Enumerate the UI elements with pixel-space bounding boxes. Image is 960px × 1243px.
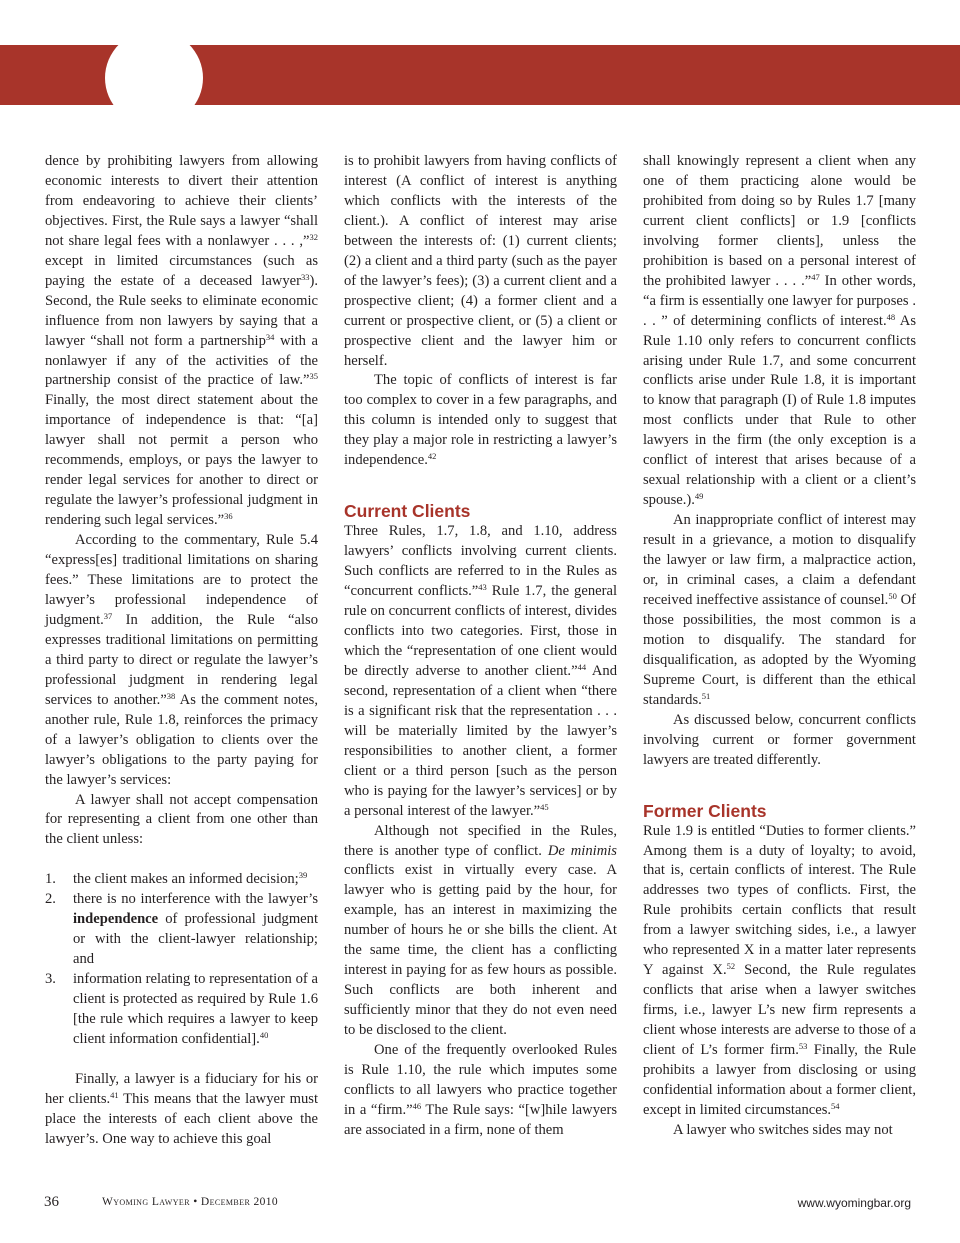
list-item: 2. there is no interference with the lawyer’s independence of professional judgment or with the client-lawyer relationship; and <box>45 891 318 968</box>
paragraph: dence by prohibiting lawyers from allowing economic interests to divert their attention from endeavoring to achieve their clients’ objectives. First, the Rule says a lawyer “shall not share legal fees with a nonlawyer . . . ,”$^{32}$ except in limited circumstances (such as paying the estate of a deceased lawyer$^{33}$). Second, the Rule seeks to eliminate economic influence from non lawyers by saying that a lawyer “shall not form a partnership$^{34}$ with a nonlawyer if any of the activities of the partnership consist of the practice of law.”$^{35}$ Finally, the most direct statement about the importance of independence is that: “[a] lawyer shall not permit a person who recommends, employs, or pays the lawyer to render legal services for another to direct or regulate the lawyer’s professional judgment in rendering such legal services.”$^{36}$ <box>45 153 318 529</box>
paragraph: Rule 1.9 is entitled “Duties to former clients.” Among them is a duty of loyalty; to avoid, that is, certain conflicts of interest. The Rule addresses two types of conflicts. First, the Rule prohibits certain conflicts that result from a lawyer switching sides, i.e., a lawyer who represented X in a matter later represents Y against X.$^{52}$ Second, the Rule regulates conflicts that arise when a lawyer switches firms, i.e., lawyer L’s new firm represents a client whose interests are adverse to those of a client of L’s former firm.$^{53}$ Finally, the Rule prohibits a lawyer from disclosing or using confidential information about a former client, except in limited circumstances.$^{54}$ <box>643 822 916 1118</box>
paragraph: An inappropriate conflict of interest may result in a grievance, a motion to disqualify the lawyer or law firm, a malpractice action, or, in criminal cases, a claim a defendant received ineffective assistance of counsel.$^{50}$ Of those possibilities, the most common is a motion to disqualify. The standard for disqualification, as adopted by the Wyoming Supreme Court, is different than the ethical standards.$^{51}$ <box>643 512 916 708</box>
paragraph: Three Rules, 1.7, 1.8, and 1.10, address lawyers’ conflicts involving current clients. Such conflicts are referred to in the Rules as “concurrent conflicts.”$^{43}$ Rule 1.7, the general rule on concurrent conflicts of interest, divides conflicts into two categories. First, those in which the “representation of one client would be directly adverse to another client.”$^{44}$ And second, representation of a client when “there is a significant risk that the representation . . . will be materially limited by the lawyer’s responsibilities to another client, a former client or a third person [such as the person who is paying for the lawyer’s services] or by a personal interest of the lawyer.”$^{45}$ <box>344 523 617 819</box>
article-column-1 <box>45 152 318 1150</box>
paragraph: A lawyer who switches sides may not <box>673 1121 893 1138</box>
paragraph: As discussed below, concurrent conflicts involving current or former government lawyers are treated differently. <box>643 711 916 768</box>
page-number: 36 <box>44 1194 59 1210</box>
publication-title: Wyoming Lawyer • December 2010 <box>102 1196 279 1208</box>
paragraph: is to prohibit lawyers from having conflicts of interest (A conflict of interest is anything which conflicts with the interests of the client.). A conflict of interest may arise between the interests of: (1) current clients; (2) a client and a third party (such as the payer of the lawyer’s fees); (3) a current client and a prospective client; (4) a former client and a current or prospective client, or (5) a client or prospective client and the lawyer him or herself. <box>344 153 617 369</box>
header-band-notch <box>105 30 203 126</box>
paragraph: The topic of conflicts of interest is far too complex to cover in a few paragraphs, and this column is intended only to suggest that they play a major role in restricting a lawyer’s independence.$^{42}$ <box>344 372 617 469</box>
paragraph: Finally, a lawyer is a fiduciary for his or her clients.$^{41}$ This means that the lawyer must place the interests of each client above the lawyer’s. One way to achieve this goal <box>45 1070 319 1147</box>
article-column-2 <box>344 152 617 1141</box>
article-column-3 <box>643 152 916 1141</box>
website-url: www.wyomingbar.org <box>797 1196 911 1210</box>
list-item: 3. information relating to representation of a client is protected as required by Rule 1.6 [the rule which requires a lawyer to keep client information confidential].$^{40}$ <box>45 971 318 1047</box>
paragraph: Although not specified in the Rules, there is another type of conflict. De minimis conflicts exist in virtually every case. A lawyer who is getting paid by the hour, for example, has an interest in maximizing the number of hours he or she bills the client. At the same time, the client has a conflicting interest in paying for as few hours as possible. Such conflicts are both inherent and sufficiently minor that they do not even need to be disclosed to the client. <box>344 822 617 1039</box>
paragraph: According to the commentary, Rule 5.4 “express[es] traditional limitations on sharing fees.” These limitations are to protect the lawyer’s professional independence of judgment.$^{37}$ In addition, the Rule “also expresses traditional limitations on permitting a third party to direct or regulate the lawyer’s professional judgment in rendering legal services to another.”$^{38}$ As the comment notes, another rule, Rule 1.8, reinforces the primacy of a lawyer’s obligation to clients over the lawyer’s obligations to the party paying for the lawyer’s services: <box>45 532 318 788</box>
block-quote: A lawyer shall not accept compensation for representing a client from one other than the client unless: <box>45 791 318 848</box>
page-footer <box>0 1194 960 1216</box>
numbered-list <box>45 870 318 1050</box>
section-heading-former-clients: Former Clients <box>643 800 767 821</box>
paragraph: One of the frequently overlooked Rules is Rule 1.10, the rule which imputes some conflicts to all lawyers who practice together in a “firm.”$^{46}$ The Rule says: “[w]hile lawyers are associated in a firm, none of them <box>344 1042 618 1138</box>
paragraph: shall knowingly represent a client when any one of them practicing alone would be prohibited from doing so by Rules 1.7 [many current client conflicts] or 1.9 [conflicts involving former clients], unless the prohibition is based on a personal interest of the prohibited lawyer . . . .”$^{47}$ In other words, “a firm is essentially one lawyer for purposes . . . ” of determining conflicts of interest.$^{48}$ As Rule 1.10 only refers to concurrent conflicts arising under Rule 1.7, and some concurrent conflicts arise under Rule 1.8, it is important to know that paragraph (I) of Rule 1.8 imputes most conflicts under that Rule to other lawyers in the firm (the only exception is a conflict of interest that arises because of a sexual relationship with a client or a client’s spouse.).$^{49}$ <box>643 153 917 509</box>
list-item: 1. the client makes an informed decision;$^{39}$ <box>45 870 308 888</box>
section-heading-current-clients: Current Clients <box>344 501 471 522</box>
